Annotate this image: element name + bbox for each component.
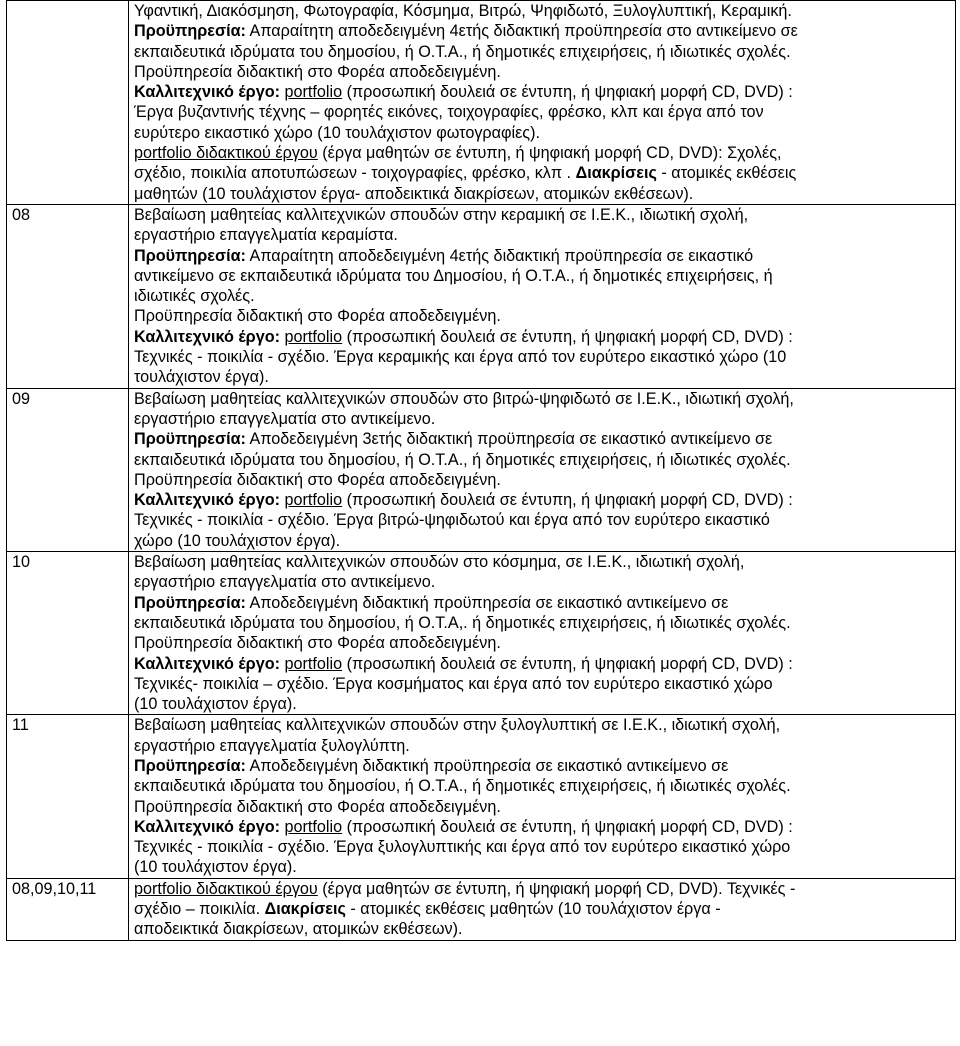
distinctions-label: Διακρίσεις: [264, 900, 346, 919]
distinctions-label: Διακρίσεις: [575, 164, 657, 183]
text-line: Προϋπηρεσία διδακτική στο Φορέα αποδεδειγμένη.: [134, 62, 501, 81]
text-line: (10 τουλάχιστον έργα).: [134, 858, 297, 877]
row-number: 09: [7, 388, 129, 551]
preservice-label: Προϋπηρεσία:: [134, 246, 246, 265]
text-line: Προϋπηρεσία: Αποδεδειγμένη διδακτική προϋπηρεσία σε εικαστικό αντικείμενο σε: [134, 593, 729, 612]
text-line: Προϋπηρεσία: Αποδεδειγμένη διδακτική προϋπηρεσία σε εικαστικό αντικείμενο σε: [134, 756, 729, 775]
text-line: εκπαιδευτικά ιδρύματα του δημοσίου, ή Ο.Τ.Α., ή δημοτικές επιχειρήσεις, ή ιδιωτικές σχολές.: [134, 777, 791, 796]
text-line: αντικείμενο σε εκπαιδευτικά ιδρύματα του Δημοσίου, ή Ο.Τ.Α., ή δημοτικές επιχειρήσεις, ή: [134, 266, 773, 285]
row-number: [7, 1, 129, 205]
text-line: Βεβαίωση μαθητείας καλλιτεχνικών σπουδών στο βιτρώ-ψηφιδωτό σε Ι.Ε.Κ., ιδιωτική σχολή,: [134, 389, 794, 408]
text-line: Προϋπηρεσία: Απαραίτητη αποδεδειγμένη 4ετής διδακτική προϋπηρεσία στο αντικείμενο σε: [134, 22, 798, 41]
text-line: Προϋπηρεσία διδακτική στο Φορέα αποδεδειγμένη.: [134, 470, 501, 489]
row-number: 11: [7, 715, 129, 878]
artwork-label: Καλλιτεχνικό έργο:: [134, 327, 280, 346]
preservice-label: Προϋπηρεσία:: [134, 756, 246, 775]
text-line: (10 τουλάχιστον έργα).: [134, 695, 297, 714]
text-line: αποδεικτικά διακρίσεων, ατομικών εκθέσεων).: [134, 920, 463, 939]
text-line: εργαστήριο επαγγελματία στο αντικείμενο.: [134, 573, 436, 592]
portfolio-link: portfolio: [284, 491, 343, 510]
text-line: Υφαντική, Διακόσμηση, Φωτογραφία, Κόσμημα, Βιτρώ, Ψηφιδωτό, Ξυλογλυπτική, Κεραμική.: [134, 2, 792, 20]
portfolio-link: portfolio: [284, 83, 343, 102]
text-line: Βεβαίωση μαθητείας καλλιτεχνικών σπουδών στο κόσμημα, σε Ι.Ε.Κ., ιδιωτική σχολή,: [134, 553, 745, 572]
text-line: Προϋπηρεσία διδακτική στο Φορέα αποδεδειγμένη.: [134, 797, 501, 816]
text-line: Τεχνικές - ποικιλία - σχέδιο. Έργα βιτρώ-ψηφιδωτού και έργα από τον ευρύτερο εικαστικό: [134, 511, 770, 530]
requirements-table: [6, 0, 956, 941]
row-content: [129, 715, 956, 878]
portfolio-link: portfolio: [284, 327, 343, 346]
text-line: Προϋπηρεσία διδακτική στο Φορέα αποδεδειγμένη.: [134, 307, 501, 326]
text-line: εκπαιδευτικά ιδρύματα του δημοσίου, ή Ο.Τ.Α,. ή δημοτικές επιχειρήσεις, ή ιδιωτικές σχολές.: [134, 613, 791, 632]
row-content: [129, 878, 956, 940]
text-line: Βεβαίωση μαθητείας καλλιτεχνικών σπουδών στην κεραμική σε Ι.Ε.Κ., ιδιωτική σχολή,: [134, 205, 749, 224]
table-row: [7, 1, 956, 205]
row-content: [129, 552, 956, 715]
text-line: Τεχνικές- ποικιλία – σχέδιο. Έργα κοσμήματος και έργα από τον ευρύτερο εικαστικό χώρο: [134, 674, 773, 693]
artwork-label: Καλλιτεχνικό έργο:: [134, 83, 280, 102]
text-line: εργαστήριο επαγγελματία κεραμίστα.: [134, 226, 398, 245]
table-row: [7, 204, 956, 388]
table-row: [7, 878, 956, 940]
row-number: 10: [7, 552, 129, 715]
text-line: εργαστήριο επαγγελματία ξυλογλύπτη.: [134, 736, 410, 755]
text-line: εργαστήριο επαγγελματία στο αντικείμενο.: [134, 409, 436, 428]
table-row: [7, 388, 956, 551]
artwork-label: Καλλιτεχνικό έργο:: [134, 817, 280, 836]
table-row: [7, 552, 956, 715]
text-line: Καλλιτεχνικό έργο: portfolio (προσωπική δουλειά σε έντυπη, ή ψηφιακή μορφή CD, DVD) :: [134, 817, 793, 836]
text-line: Βεβαίωση μαθητείας καλλιτεχνικών σπουδών στην ξυλογλυπτική σε Ι.Ε.Κ., ιδιωτική σχολή,: [134, 716, 781, 735]
text-line: σχέδιο – ποικιλία. Διακρίσεις - ατομικές εκθέσεις μαθητών (10 τουλάχιστον έργα -: [134, 900, 721, 919]
text-line: Καλλιτεχνικό έργο: portfolio (προσωπική δουλειά σε έντυπη, ή ψηφιακή μορφή CD, DVD) :: [134, 654, 793, 673]
preservice-label: Προϋπηρεσία:: [134, 593, 246, 612]
text-line: Καλλιτεχνικό έργο: portfolio (προσωπική δουλειά σε έντυπη, ή ψηφιακή μορφή CD, DVD) :: [134, 83, 793, 102]
text-line: μαθητών (10 τουλάχιστον έργα- αποδεικτικά διακρίσεων, ατομικών εκθέσεων).: [134, 184, 694, 203]
text-line: portfolio διδακτικού έργου (έργα μαθητών σε έντυπη, ή ψηφιακή μορφή CD, DVD): Σχολές,: [134, 144, 782, 163]
table-row: [7, 715, 956, 878]
text-line: Τεχνικές - ποικιλία - σχέδιο. Έργα ξυλογλυπτικής και έργα από τον ευρύτερο εικαστικό χώρο: [134, 838, 791, 857]
text-line: τουλάχιστον έργα).: [134, 368, 269, 387]
row-content: [129, 1, 956, 205]
text-line: ευρύτερο εικαστικό χώρο (10 τουλάχιστον φωτογραφίες).: [134, 123, 540, 142]
preservice-label: Προϋπηρεσία:: [134, 430, 246, 449]
text-line: σχέδιο, ποικιλία αποτυπώσεων - τοιχογραφίες, φρέσκο, κλπ . Διακρίσεις - ατομικές εκθέσεις: [134, 164, 797, 183]
text-line: Προϋπηρεσία: Απαραίτητη αποδεδειγμένη 4ετής διδακτική προϋπηρεσία σε εικαστικό: [134, 246, 754, 265]
text-line: Τεχνικές - ποικιλία - σχέδιο. Έργα κεραμικής και έργα από τον ευρύτερο εικαστικό χώρο (10: [134, 348, 787, 367]
text-line: portfolio διδακτικού έργου (έργα μαθητών σε έντυπη, ή ψηφιακή μορφή CD, DVD). Τεχνικές -: [134, 879, 796, 898]
row-number: 08: [7, 204, 129, 388]
artwork-label: Καλλιτεχνικό έργο:: [134, 654, 280, 673]
text-line: Έργα βυζαντινής τέχνης – φορητές εικόνες, τοιχογραφίες, φρέσκο, κλπ και έργα από τον: [134, 103, 764, 122]
text-line: Προϋπηρεσία διδακτική στο Φορέα αποδεδειγμένη.: [134, 634, 501, 653]
text-line: εκπαιδευτικά ιδρύματα του δημοσίου, ή Ο.Τ.Α., ή δημοτικές επιχειρήσεις, ή ιδιωτικές σχολές.: [134, 450, 791, 469]
row-number: 08,09,10,11: [7, 878, 129, 940]
artwork-label: Καλλιτεχνικό έργο:: [134, 491, 280, 510]
text-line: ιδιωτικές σχολές.: [134, 287, 255, 306]
text-line: Καλλιτεχνικό έργο: portfolio (προσωπική δουλειά σε έντυπη, ή ψηφιακή μορφή CD, DVD) :: [134, 327, 793, 346]
teaching-portfolio-label: portfolio διδακτικού έργου: [134, 144, 318, 163]
text-line: χώρο (10 τουλάχιστον έργα).: [134, 531, 341, 550]
row-content: [129, 388, 956, 551]
teaching-portfolio-label: portfolio διδακτικού έργου: [134, 879, 318, 898]
text-line: Προϋπηρεσία: Αποδεδειγμένη 3ετής διδακτική προϋπηρεσία σε εικαστικό αντικείμενο σε: [134, 430, 773, 449]
text-line: εκπαιδευτικά ιδρύματα του δημοσίου, ή Ο.Τ.Α., ή δημοτικές επιχειρήσεις, ή ιδιωτικές σχολές.: [134, 42, 791, 61]
portfolio-link: portfolio: [284, 654, 343, 673]
preservice-label: Προϋπηρεσία:: [134, 22, 246, 41]
row-content: [129, 204, 956, 388]
text-line: Καλλιτεχνικό έργο: portfolio (προσωπική δουλειά σε έντυπη, ή ψηφιακή μορφή CD, DVD) :: [134, 491, 793, 510]
portfolio-link: portfolio: [284, 817, 343, 836]
